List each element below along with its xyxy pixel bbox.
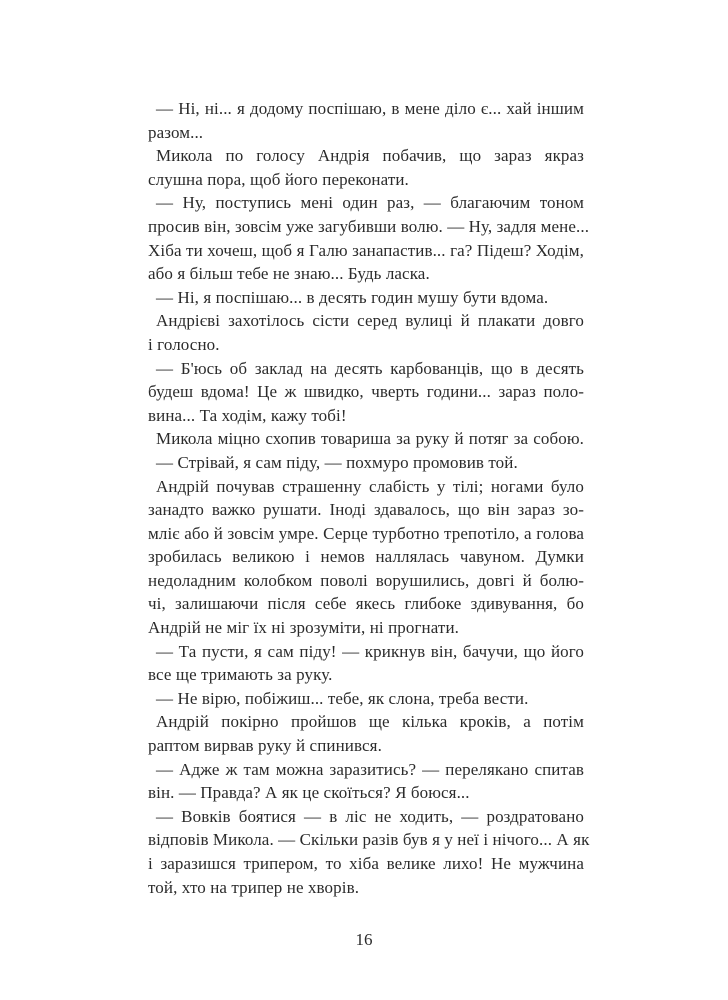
text-line: чі, залишаючи після себе якесь глибоке здивування, бо — [148, 594, 584, 614]
text-line: Андрій почував страшенну слабість у тілі; ногами було — [156, 476, 584, 496]
page-body-text — [148, 97, 590, 899]
text-line: він. — Правда? А як це скоїться? Я боюся... — [148, 783, 470, 803]
text-line: просив він, зовсім уже загубивши волю. — Ну, задля мене... — [148, 216, 590, 236]
text-line: мліє або й зовсім умре. Серце турботно трепотіло, а голова — [148, 523, 584, 543]
text-line: і голосно. — [148, 334, 220, 354]
text-line: вина... Та ходім, кажу тобі! — [148, 405, 347, 425]
text-line: разом... — [148, 122, 204, 142]
text-line: — Вовків боятися — в ліс не ходить, — роздратовано — [156, 806, 584, 826]
text-line: Микола по голосу Андрія побачив, що зараз якраз — [156, 146, 584, 166]
text-line: або я більш тебе не знаю... Будь ласка. — [148, 264, 430, 284]
text-line: — Не вірю, побіжиш... тебе, як слона, треба вести. — [156, 688, 529, 708]
text-line: — Стрівай, я сам піду, — похмуро промовив той. — [156, 452, 518, 472]
text-line: і заразишся трипером, то хіба велике лихо! Не мужчина — [148, 854, 584, 873]
text-line: Хіба ти хочеш, щоб я Галю занапастив... га? Підеш? Ходім, — [148, 240, 584, 260]
text-line: — Ні, я поспішаю... в десять годин мушу бути вдома. — [156, 287, 549, 307]
text-line: будеш вдома! Це ж швидко, чверть години... зараз поло- — [148, 382, 584, 402]
text-line: Андрій не міг їх ні зрозуміти, ні прогнати. — [148, 618, 460, 638]
page-number: 16 — [355, 930, 373, 949]
text-line: слушна пора, щоб його переконати. — [148, 169, 409, 189]
text-line: відповів Микола. — Скільки разів був я у неї і нічого... А як — [148, 830, 590, 850]
text-line: все ще тримають за руку. — [148, 665, 333, 685]
text-line: — Ні, ні... я додому поспішаю, в мене діло є... хай іншим — [156, 99, 584, 118]
text-line: раптом вирвав руку й спинився. — [148, 736, 382, 756]
text-line: — Адже ж там можна заразитись? — перелякано спитав — [156, 759, 584, 779]
text-line: Микола міцно схопив товариша за руку й потяг за собою. — [156, 429, 584, 449]
text-line: недоладним колобком поволі ворушились, довгі й болю- — [148, 570, 584, 590]
text-line: — Б'юсь об заклад на десять карбованців, що в десять — [156, 358, 584, 378]
text-line: — Та пусти, я сам піду! — крикнув він, бачучи, що його — [156, 641, 584, 661]
text-line: занадто важко рушати. Іноді здавалось, що він зараз зо- — [148, 500, 584, 520]
text-line: зробилась великою і немов наллялась чавуном. Думки — [148, 547, 584, 567]
text-line: Андрій покірно пройшов ще кілька кроків, а потім — [156, 712, 584, 732]
text-line: той, хто на трипер не хворів. — [148, 877, 360, 897]
text-line: Андрієві захотілось сісти серед вулиці й плакати довго — [156, 311, 584, 331]
text-line: — Ну, поступись мені один раз, — благаючим тоном — [156, 193, 584, 213]
